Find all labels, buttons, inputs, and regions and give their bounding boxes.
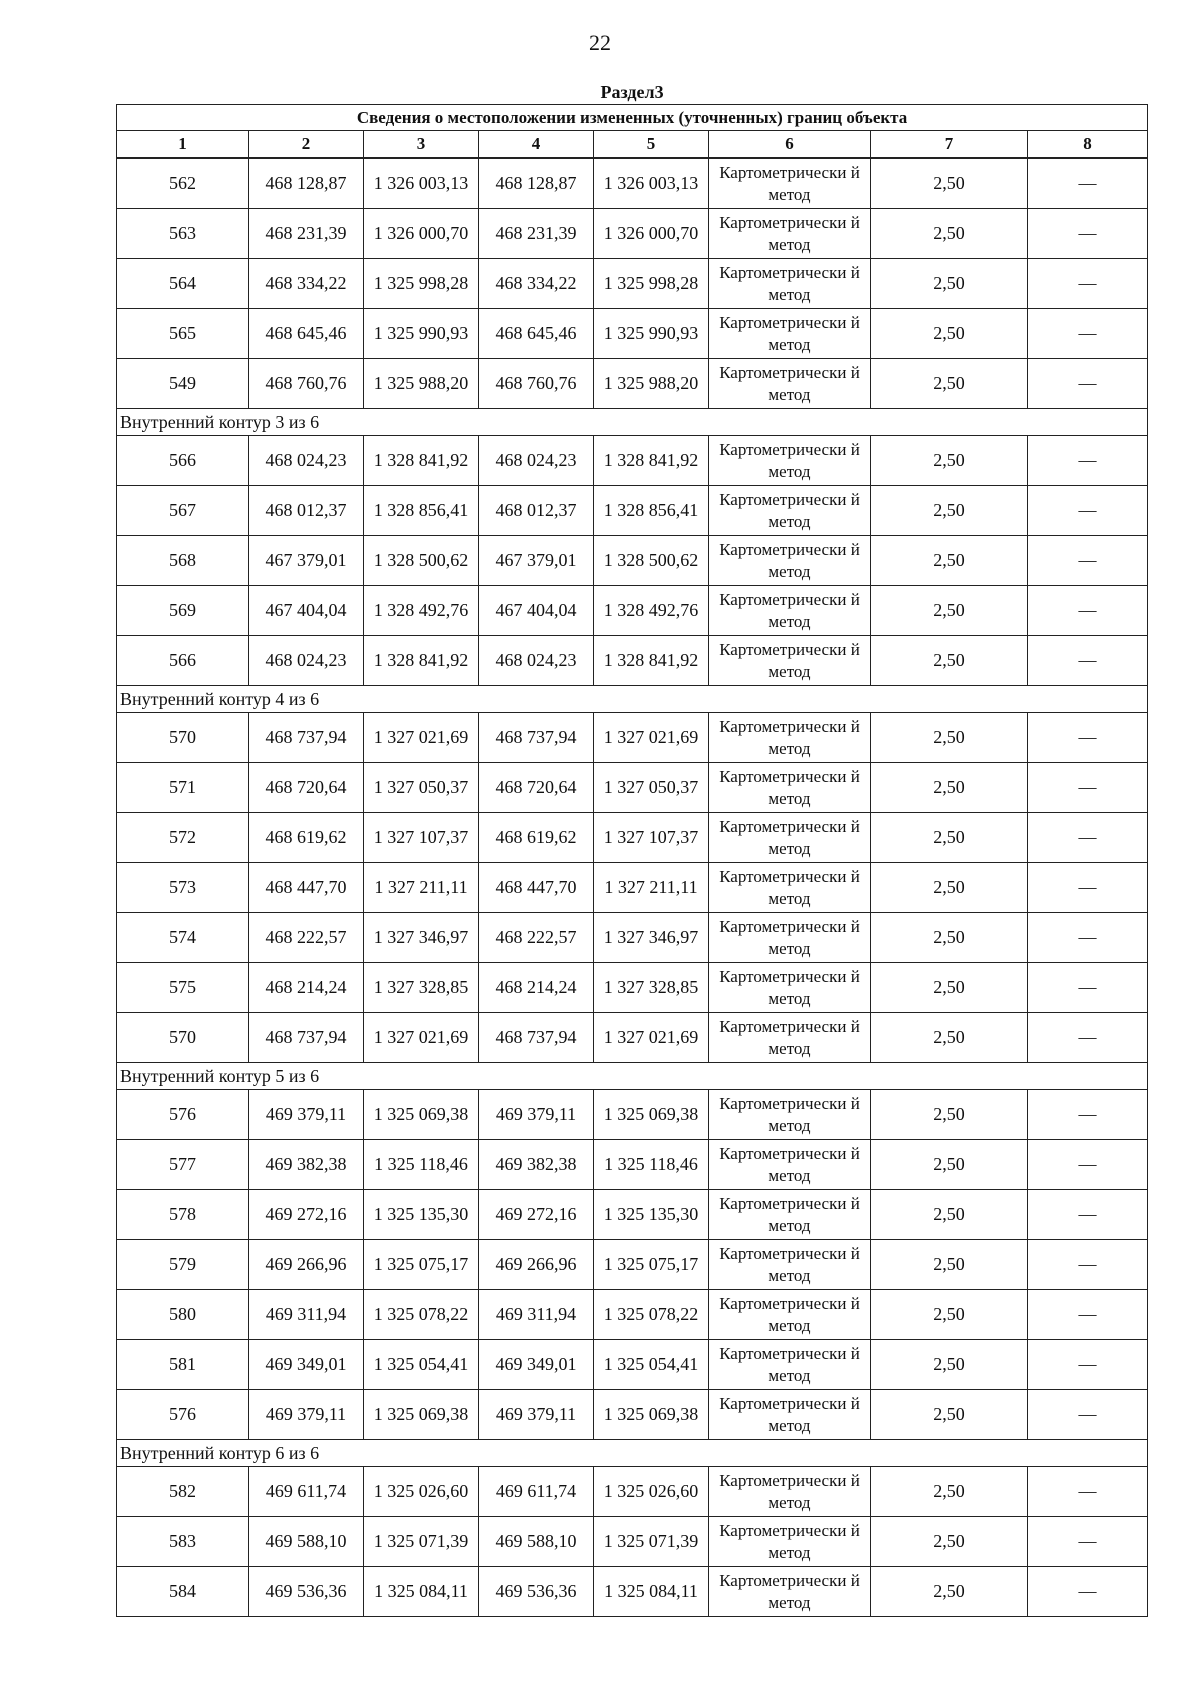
note-cell: — [1028,713,1148,763]
x-old-cell: 468 645,46 [249,309,364,359]
method-cell: Картометрически й метод [709,1517,871,1567]
y-old-cell: 1 325 118,46 [364,1140,479,1190]
y-old-cell: 1 328 841,92 [364,636,479,686]
x-new-cell: 468 645,46 [479,309,594,359]
x-old-cell: 468 024,23 [249,436,364,486]
page-number: 22 [589,30,611,55]
x-old-cell: 469 379,11 [249,1090,364,1140]
contour-heading: Внутренний контур 6 из 6 [117,1440,1148,1467]
method-cell: Картометрически й метод [709,359,871,409]
note-cell: — [1028,359,1148,409]
y-old-cell: 1 325 069,38 [364,1090,479,1140]
method-cell: Картометрически й метод [709,586,871,636]
y-old-cell: 1 326 000,70 [364,209,479,259]
x-old-cell: 469 382,38 [249,1140,364,1190]
method-cell: Картометрически й метод [709,309,871,359]
column-number: 6 [709,131,871,159]
point-number-cell: 578 [117,1190,249,1240]
x-old-cell: 468 447,70 [249,863,364,913]
point-number-cell: 570 [117,1013,249,1063]
x-old-cell: 469 311,94 [249,1290,364,1340]
table-row [117,1090,1148,1140]
accuracy-cell: 2,50 [871,586,1028,636]
point-number-cell: 584 [117,1567,249,1617]
x-old-cell: 468 760,76 [249,359,364,409]
point-number-cell: 571 [117,763,249,813]
x-new-cell: 468 231,39 [479,209,594,259]
accuracy-cell: 2,50 [871,863,1028,913]
y-new-cell: 1 327 211,11 [594,863,709,913]
table-row [117,813,1148,863]
accuracy-cell: 2,50 [871,359,1028,409]
y-old-cell: 1 325 078,22 [364,1290,479,1340]
accuracy-cell: 2,50 [871,259,1028,309]
x-new-cell: 468 024,23 [479,436,594,486]
x-old-cell: 469 266,96 [249,1240,364,1290]
x-old-cell: 468 231,39 [249,209,364,259]
y-old-cell: 1 328 841,92 [364,436,479,486]
y-new-cell: 1 328 500,62 [594,536,709,586]
column-number: 8 [1028,131,1148,159]
method-cell: Картометрически й метод [709,1013,871,1063]
y-new-cell: 1 325 071,39 [594,1517,709,1567]
point-number-cell: 573 [117,863,249,913]
x-new-cell: 469 382,38 [479,1140,594,1190]
accuracy-cell: 2,50 [871,1340,1028,1390]
method-cell: Картометрически й метод [709,963,871,1013]
point-number-cell: 574 [117,913,249,963]
section-label: Раздел3 [600,81,664,102]
point-number-cell: 563 [117,209,249,259]
point-number-cell: 568 [117,536,249,586]
x-new-cell: 468 222,57 [479,913,594,963]
y-new-cell: 1 325 084,11 [594,1567,709,1617]
x-old-cell: 469 272,16 [249,1190,364,1240]
y-old-cell: 1 326 003,13 [364,158,479,209]
x-new-cell: 468 737,94 [479,713,594,763]
section-caption-row [117,80,1148,105]
x-new-cell: 468 619,62 [479,813,594,863]
note-cell: — [1028,1467,1148,1517]
y-new-cell: 1 327 346,97 [594,913,709,963]
y-new-cell: 1 327 328,85 [594,963,709,1013]
note-cell: — [1028,1240,1148,1290]
column-number: 7 [871,131,1028,159]
boundary-table [116,80,1148,1617]
x-old-cell: 469 611,74 [249,1467,364,1517]
point-number-cell: 565 [117,309,249,359]
table-row [117,259,1148,309]
y-new-cell: 1 328 856,41 [594,486,709,536]
x-old-cell: 467 404,04 [249,586,364,636]
table-title: Сведения о местоположении измененных (уточненных) границ объекта [117,105,1148,131]
x-new-cell: 469 266,96 [479,1240,594,1290]
contour-heading: Внутренний контур 3 из 6 [117,409,1148,436]
table-row [117,913,1148,963]
x-new-cell: 468 760,76 [479,359,594,409]
x-new-cell: 469 272,16 [479,1190,594,1240]
y-old-cell: 1 327 050,37 [364,763,479,813]
note-cell: — [1028,1567,1148,1617]
method-cell: Картометрически й метод [709,1240,871,1290]
note-cell: — [1028,259,1148,309]
accuracy-cell: 2,50 [871,486,1028,536]
note-cell: — [1028,536,1148,586]
table-row [117,586,1148,636]
table-row [117,1013,1148,1063]
note-cell: — [1028,636,1148,686]
point-number-cell: 566 [117,636,249,686]
x-new-cell: 468 024,23 [479,636,594,686]
point-number-cell: 576 [117,1390,249,1440]
note-cell: — [1028,863,1148,913]
method-cell: Картометрически й метод [709,158,871,209]
method-cell: Картометрически й метод [709,1090,871,1140]
accuracy-cell: 2,50 [871,813,1028,863]
column-number: 2 [249,131,364,159]
y-new-cell: 1 325 135,30 [594,1190,709,1240]
y-old-cell: 1 325 071,39 [364,1517,479,1567]
x-old-cell: 469 536,36 [249,1567,364,1617]
y-new-cell: 1 327 107,37 [594,813,709,863]
table-row [117,436,1148,486]
point-number-cell: 562 [117,158,249,209]
table-row [117,636,1148,686]
y-old-cell: 1 325 998,28 [364,259,479,309]
x-old-cell: 468 012,37 [249,486,364,536]
x-new-cell: 469 311,94 [479,1290,594,1340]
table-row [117,1517,1148,1567]
accuracy-cell: 2,50 [871,209,1028,259]
y-old-cell: 1 325 988,20 [364,359,479,409]
x-old-cell: 469 379,11 [249,1390,364,1440]
y-old-cell: 1 328 492,76 [364,586,479,636]
y-new-cell: 1 325 988,20 [594,359,709,409]
accuracy-cell: 2,50 [871,536,1028,586]
y-new-cell: 1 325 026,60 [594,1467,709,1517]
x-new-cell: 468 214,24 [479,963,594,1013]
y-new-cell: 1 328 841,92 [594,636,709,686]
point-number-cell: 579 [117,1240,249,1290]
method-cell: Картометрически й метод [709,913,871,963]
x-new-cell: 468 447,70 [479,863,594,913]
x-new-cell: 468 334,22 [479,259,594,309]
point-number-cell: 549 [117,359,249,409]
x-new-cell: 468 737,94 [479,1013,594,1063]
method-cell: Картометрически й метод [709,259,871,309]
x-new-cell: 467 379,01 [479,536,594,586]
y-new-cell: 1 325 069,38 [594,1390,709,1440]
point-number-cell: 575 [117,963,249,1013]
table-row [117,1390,1148,1440]
table-row [117,1240,1148,1290]
x-old-cell: 468 128,87 [249,158,364,209]
accuracy-cell: 2,50 [871,1140,1028,1190]
table-body [117,80,1148,1617]
method-cell: Картометрически й метод [709,1567,871,1617]
x-old-cell: 469 349,01 [249,1340,364,1390]
y-new-cell: 1 325 054,41 [594,1340,709,1390]
point-number-cell: 567 [117,486,249,536]
method-cell: Картометрически й метод [709,436,871,486]
method-cell: Картометрически й метод [709,1340,871,1390]
note-cell: — [1028,158,1148,209]
point-number-cell: 569 [117,586,249,636]
accuracy-cell: 2,50 [871,1240,1028,1290]
x-old-cell: 468 619,62 [249,813,364,863]
y-old-cell: 1 325 069,38 [364,1390,479,1440]
x-new-cell: 468 128,87 [479,158,594,209]
x-new-cell: 469 611,74 [479,1467,594,1517]
method-cell: Картометрически й метод [709,713,871,763]
y-new-cell: 1 325 118,46 [594,1140,709,1190]
column-number: 1 [117,131,249,159]
accuracy-cell: 2,50 [871,1517,1028,1567]
method-cell: Картометрически й метод [709,636,871,686]
accuracy-cell: 2,50 [871,763,1028,813]
x-old-cell: 468 222,57 [249,913,364,963]
x-old-cell: 468 737,94 [249,1013,364,1063]
y-old-cell: 1 325 075,17 [364,1240,479,1290]
table-row [117,963,1148,1013]
note-cell: — [1028,813,1148,863]
table-row [117,1567,1148,1617]
contour-heading-row [117,1063,1148,1090]
accuracy-cell: 2,50 [871,1090,1028,1140]
point-number-cell: 581 [117,1340,249,1390]
note-cell: — [1028,309,1148,359]
point-number-cell: 566 [117,436,249,486]
y-old-cell: 1 328 500,62 [364,536,479,586]
point-number-cell: 572 [117,813,249,863]
point-number-cell: 582 [117,1467,249,1517]
table-row [117,863,1148,913]
y-old-cell: 1 327 346,97 [364,913,479,963]
table-row [117,209,1148,259]
contour-heading: Внутренний контур 4 из 6 [117,686,1148,713]
column-number: 4 [479,131,594,159]
y-new-cell: 1 327 050,37 [594,763,709,813]
note-cell: — [1028,486,1148,536]
x-old-cell: 468 720,64 [249,763,364,813]
note-cell: — [1028,1190,1148,1240]
note-cell: — [1028,209,1148,259]
note-cell: — [1028,1013,1148,1063]
method-cell: Картометрически й метод [709,536,871,586]
y-new-cell: 1 325 078,22 [594,1290,709,1340]
method-cell: Картометрически й метод [709,863,871,913]
column-number: 3 [364,131,479,159]
y-new-cell: 1 325 075,17 [594,1240,709,1290]
x-new-cell: 469 379,11 [479,1090,594,1140]
x-old-cell: 468 737,94 [249,713,364,763]
contour-heading-row [117,1440,1148,1467]
accuracy-cell: 2,50 [871,1013,1028,1063]
note-cell: — [1028,763,1148,813]
y-old-cell: 1 325 026,60 [364,1467,479,1517]
table-row [117,1467,1148,1517]
note-cell: — [1028,1090,1148,1140]
y-new-cell: 1 325 990,93 [594,309,709,359]
y-new-cell: 1 326 003,13 [594,158,709,209]
y-old-cell: 1 327 021,69 [364,713,479,763]
point-number-cell: 583 [117,1517,249,1567]
accuracy-cell: 2,50 [871,1290,1028,1340]
y-new-cell: 1 325 069,38 [594,1090,709,1140]
column-number-row [117,131,1148,159]
accuracy-cell: 2,50 [871,636,1028,686]
note-cell: — [1028,1140,1148,1190]
y-old-cell: 1 325 135,30 [364,1190,479,1240]
y-new-cell: 1 326 000,70 [594,209,709,259]
table-row [117,1140,1148,1190]
method-cell: Картометрически й метод [709,1390,871,1440]
y-old-cell: 1 325 054,41 [364,1340,479,1390]
method-cell: Картометрически й метод [709,209,871,259]
note-cell: — [1028,1340,1148,1390]
x-new-cell: 469 379,11 [479,1390,594,1440]
y-new-cell: 1 327 021,69 [594,713,709,763]
table-row [117,763,1148,813]
point-number-cell: 580 [117,1290,249,1340]
x-new-cell: 469 588,10 [479,1517,594,1567]
y-new-cell: 1 327 021,69 [594,1013,709,1063]
y-old-cell: 1 325 084,11 [364,1567,479,1617]
table-row [117,1340,1148,1390]
x-new-cell: 468 012,37 [479,486,594,536]
contour-heading-row [117,686,1148,713]
table-row [117,1190,1148,1240]
accuracy-cell: 2,50 [871,1467,1028,1517]
note-cell: — [1028,436,1148,486]
accuracy-cell: 2,50 [871,713,1028,763]
x-old-cell: 468 334,22 [249,259,364,309]
column-number: 5 [594,131,709,159]
point-number-cell: 570 [117,713,249,763]
table-row [117,359,1148,409]
point-number-cell: 564 [117,259,249,309]
table-row [117,1290,1148,1340]
accuracy-cell: 2,50 [871,913,1028,963]
method-cell: Картометрически й метод [709,1290,871,1340]
contour-heading: Внутренний контур 5 из 6 [117,1063,1148,1090]
note-cell: — [1028,1390,1148,1440]
y-old-cell: 1 327 021,69 [364,1013,479,1063]
note-cell: — [1028,1517,1148,1567]
y-new-cell: 1 325 998,28 [594,259,709,309]
y-old-cell: 1 327 328,85 [364,963,479,1013]
note-cell: — [1028,963,1148,1013]
note-cell: — [1028,586,1148,636]
y-new-cell: 1 328 492,76 [594,586,709,636]
x-new-cell: 467 404,04 [479,586,594,636]
method-cell: Картометрически й метод [709,486,871,536]
method-cell: Картометрически й метод [709,1467,871,1517]
x-new-cell: 469 349,01 [479,1340,594,1390]
contour-heading-row [117,409,1148,436]
y-old-cell: 1 327 107,37 [364,813,479,863]
point-number-cell: 577 [117,1140,249,1190]
accuracy-cell: 2,50 [871,963,1028,1013]
accuracy-cell: 2,50 [871,436,1028,486]
table-title-row [117,105,1148,131]
y-old-cell: 1 328 856,41 [364,486,479,536]
method-cell: Картометрически й метод [709,763,871,813]
table-row [117,713,1148,763]
table-row [117,536,1148,586]
accuracy-cell: 2,50 [871,1567,1028,1617]
point-number-cell: 576 [117,1090,249,1140]
method-cell: Картометрически й метод [709,1140,871,1190]
note-cell: — [1028,1290,1148,1340]
y-old-cell: 1 327 211,11 [364,863,479,913]
x-old-cell: 468 024,23 [249,636,364,686]
x-old-cell: 468 214,24 [249,963,364,1013]
method-cell: Картометрически й метод [709,1190,871,1240]
note-cell: — [1028,913,1148,963]
y-new-cell: 1 328 841,92 [594,436,709,486]
accuracy-cell: 2,50 [871,1190,1028,1240]
accuracy-cell: 2,50 [871,158,1028,209]
x-old-cell: 467 379,01 [249,536,364,586]
table-row [117,486,1148,536]
x-new-cell: 468 720,64 [479,763,594,813]
y-old-cell: 1 325 990,93 [364,309,479,359]
x-new-cell: 469 536,36 [479,1567,594,1617]
accuracy-cell: 2,50 [871,309,1028,359]
accuracy-cell: 2,50 [871,1390,1028,1440]
table-row [117,309,1148,359]
x-old-cell: 469 588,10 [249,1517,364,1567]
method-cell: Картометрически й метод [709,813,871,863]
table-row [117,158,1148,209]
